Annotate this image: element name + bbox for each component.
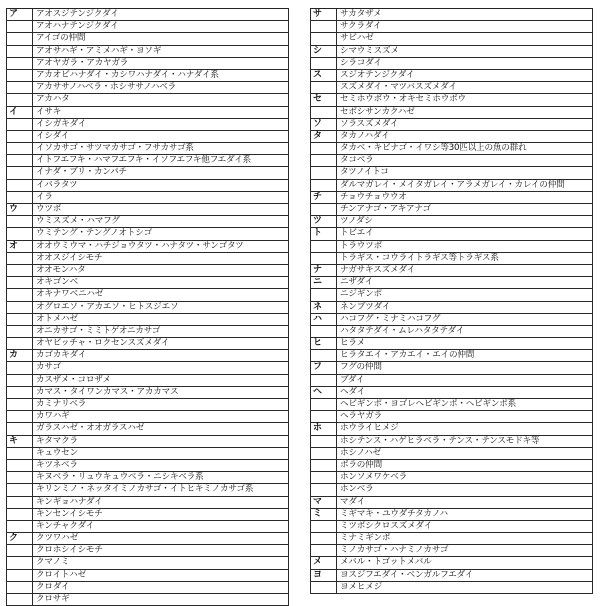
kana-index-cell	[311, 350, 337, 361]
table-row	[310, 21, 593, 33]
fish-name-cell: オオモンハタ	[36, 264, 86, 275]
kana-index-cell	[311, 289, 337, 300]
table-row	[310, 180, 593, 192]
kana-index-cell	[7, 70, 33, 81]
kana-index-cell	[311, 21, 337, 32]
table-row	[6, 58, 289, 70]
table-row	[310, 375, 593, 387]
fish-name-cell: キヌベラ・リュウキュウベラ・ニシキベラ系	[36, 472, 204, 483]
fish-name-cell: カサゴ	[36, 362, 61, 373]
kana-index-cell	[7, 167, 33, 178]
table-row	[310, 70, 593, 82]
kana-index-cell: ホ	[311, 423, 337, 434]
kana-index-cell: ウ	[7, 204, 33, 215]
kana-index-cell: タ	[311, 131, 337, 142]
table-row	[6, 545, 289, 557]
kana-index-cell: ヒ	[311, 338, 337, 349]
table-row	[310, 326, 593, 338]
kana-index-cell	[7, 33, 33, 44]
right-fish-table	[310, 8, 593, 594]
table-row	[310, 350, 593, 362]
table-row	[6, 289, 289, 301]
kana-index-cell	[311, 107, 337, 118]
table-row	[6, 9, 289, 21]
table-row	[310, 423, 593, 435]
kana-index-cell	[7, 509, 33, 520]
kana-index-cell: イ	[7, 107, 33, 118]
fish-name-cell: オオウミウマ・ハチジョウタツ・ハナタツ・サンゴタツ	[36, 240, 244, 251]
kana-index-cell	[7, 582, 33, 593]
kana-index-cell	[7, 411, 33, 422]
fish-name-cell: ミノカサゴ・ハナミノカサゴ	[340, 545, 449, 556]
table-row	[6, 582, 289, 594]
table-row	[6, 277, 289, 289]
fish-name-cell: アオハナテンジクダイ	[36, 21, 119, 32]
kana-index-cell	[7, 570, 33, 581]
kana-index-cell	[311, 253, 337, 264]
kana-index-cell: ア	[7, 9, 33, 20]
fish-name-cell: カスザメ・コロザメ	[36, 374, 111, 385]
kana-index-cell	[311, 533, 337, 544]
table-row	[6, 448, 289, 460]
fish-name-cell: イラ	[36, 191, 53, 202]
fish-name-cell: カワハギ	[36, 411, 70, 422]
table-row	[310, 143, 593, 155]
table-row	[6, 338, 289, 350]
table-row	[310, 82, 593, 94]
fish-name-cell: メバル・トゴットメバル	[340, 557, 432, 568]
fish-name-cell: スジオテンジクダイ	[340, 69, 415, 80]
fish-name-cell: キンセンイシモチ	[36, 508, 103, 519]
fish-name-cell: ウツボ	[36, 204, 62, 214]
kana-index-cell	[7, 399, 33, 410]
kana-index-cell: ソ	[311, 119, 337, 130]
table-row	[6, 302, 289, 314]
fish-name-cell: タツノイトコ	[340, 167, 389, 178]
table-row	[6, 265, 289, 277]
fish-name-cell: チンアナゴ・アキアナゴ	[340, 204, 431, 214]
table-row	[310, 33, 593, 45]
kana-index-cell	[7, 216, 33, 227]
kana-index-cell	[7, 289, 33, 300]
fish-name-cell: オオスジイシモチ	[36, 252, 103, 263]
kana-index-cell: ニ	[311, 277, 337, 288]
kana-index-cell	[311, 375, 337, 386]
table-row	[310, 167, 593, 179]
fish-name-cell: ヒラタエイ・アカエイ・エイの仲間	[340, 350, 475, 361]
fish-name-cell: クロサギ	[36, 594, 70, 604]
kana-index-cell	[311, 460, 337, 471]
fish-name-cell: ホンソメワケベラ	[340, 472, 407, 483]
table-row	[6, 228, 289, 240]
kana-index-cell: シ	[311, 46, 337, 57]
fish-name-cell: オニカサゴ・ミミトゲオニカサゴ	[36, 325, 161, 336]
table-row	[310, 411, 593, 423]
kana-index-cell	[7, 545, 33, 556]
kana-index-cell	[7, 387, 33, 398]
kana-index-cell: マ	[311, 497, 337, 508]
kana-index-cell	[311, 484, 337, 495]
fish-name-cell: オキナワベニハゼ	[36, 289, 104, 300]
kana-index-cell	[7, 253, 33, 264]
fish-name-cell: ミナミギンポ	[340, 533, 391, 544]
table-row	[6, 180, 289, 192]
kana-index-cell: ネ	[311, 302, 337, 313]
fish-name-cell: ホウライヒメジ	[340, 423, 399, 434]
table-row	[310, 399, 593, 411]
table-row	[6, 33, 289, 45]
fish-name-cell: オヤビッチャ・ロクセンスズメダイ	[36, 338, 170, 349]
table-row	[6, 204, 289, 216]
kana-index-cell: ヘ	[311, 387, 337, 398]
table-row	[6, 350, 289, 362]
kana-index-cell	[311, 411, 337, 422]
table-row	[310, 228, 593, 240]
fish-name-cell: チョウチョウウオ	[340, 191, 407, 202]
kana-index-cell: ヨ	[311, 570, 337, 581]
fish-name-cell: カミナリベラ	[36, 399, 87, 409]
kana-index-cell	[311, 545, 337, 556]
fish-name-cell: ニザダイ	[340, 277, 373, 288]
fish-name-cell: トビエイ	[340, 228, 374, 239]
fish-name-cell: タコベラ	[340, 155, 374, 166]
fish-name-cell: アカオビハナダイ・カシワハナダイ・ハナダイ系	[36, 69, 219, 80]
left-fish-table	[6, 8, 289, 606]
table-row	[6, 375, 289, 387]
table-row	[310, 277, 593, 289]
fish-name-cell: ヘビギンポ・ヨゴレヘビギンポ・ヘビギンポ系	[340, 399, 517, 409]
kana-index-cell	[311, 472, 337, 483]
table-row	[6, 131, 289, 143]
table-row	[6, 107, 289, 119]
table-row	[310, 509, 593, 521]
table-row	[310, 497, 593, 509]
table-row	[6, 509, 289, 521]
fish-name-cell: スズメダイ・マツバスズメダイ	[340, 82, 457, 93]
kana-index-cell	[7, 497, 33, 508]
table-row	[6, 423, 289, 435]
kana-index-cell	[311, 448, 337, 459]
table-row	[6, 192, 289, 204]
table-row	[310, 192, 593, 204]
kana-index-cell	[311, 155, 337, 166]
table-row	[6, 533, 289, 545]
table-row	[310, 460, 593, 472]
fish-name-cell: イトフエフキ・ハマフエフキ・イソフエフキ他フエダイ系	[36, 155, 252, 166]
kana-index-cell	[311, 82, 337, 93]
fish-name-cell: セミホウボウ・オキセミホウボウ	[340, 94, 466, 105]
fish-name-cell: アイゴの仲間	[36, 33, 86, 44]
fish-name-cell: セボシサンカクハゼ	[340, 106, 415, 117]
table-row	[310, 570, 593, 582]
fish-name-cell: シマウミスズメ	[340, 45, 399, 56]
fish-name-cell: ヨスジフエダイ・ベンガルフエダイ	[340, 569, 474, 580]
kana-index-cell	[7, 192, 33, 203]
fish-name-cell: キュウセン	[36, 447, 78, 458]
fish-name-cell: ヘダイ	[340, 386, 366, 397]
table-row	[6, 82, 289, 94]
table-row	[6, 570, 289, 582]
fish-name-cell: ヨメヒメジ	[340, 581, 382, 592]
table-row	[310, 557, 593, 569]
fish-name-cell: ヘラヤガラ	[340, 411, 382, 422]
kana-index-cell	[7, 314, 33, 325]
fish-name-cell: クマノミ	[36, 557, 70, 568]
fish-name-cell: アカハタ	[36, 94, 70, 105]
kana-index-cell	[311, 143, 337, 154]
kana-index-cell	[7, 21, 33, 32]
table-row	[310, 533, 593, 545]
table-row	[310, 107, 593, 119]
table-row	[310, 119, 593, 131]
table-row	[310, 46, 593, 58]
kana-index-cell: セ	[311, 94, 337, 105]
kana-index-cell	[311, 582, 337, 593]
kana-index-cell	[7, 131, 33, 142]
kana-index-cell	[7, 228, 33, 239]
fish-name-cell: イサキ	[36, 106, 62, 117]
kana-index-cell	[7, 180, 33, 191]
table-row	[6, 119, 289, 131]
kana-index-cell	[7, 143, 33, 154]
table-row	[310, 216, 593, 228]
table-row	[6, 362, 289, 374]
kana-index-cell: フ	[311, 362, 337, 373]
table-row	[310, 94, 593, 106]
table-row	[6, 143, 289, 155]
fish-name-cell: イナダ・ブリ・カンパチ	[36, 167, 127, 178]
fish-name-cell: ハコフグ・ミナミハコフグ	[340, 313, 441, 324]
kana-index-cell	[311, 58, 337, 69]
table-row	[6, 594, 289, 606]
table-row	[6, 436, 289, 448]
kana-index-cell	[311, 33, 337, 44]
kana-index-cell: ト	[311, 228, 337, 239]
fish-name-cell: シラコダイ	[340, 57, 382, 68]
table-row	[6, 94, 289, 106]
table-row	[6, 314, 289, 326]
kana-index-cell	[7, 155, 33, 166]
kana-index-cell	[7, 94, 33, 105]
kana-index-cell	[7, 423, 33, 434]
table-row	[310, 448, 593, 460]
fish-name-cell: ネンブツダイ	[340, 301, 391, 312]
table-row	[310, 362, 593, 374]
kana-index-cell	[7, 460, 33, 471]
table-row	[310, 9, 593, 21]
table-row	[6, 472, 289, 484]
table-row	[6, 557, 289, 569]
fish-name-cell: キリンミノ・ネッタイミノカサゴ・イトヒキミノカサゴ系	[36, 484, 254, 495]
fish-name-cell: トラウツボ	[340, 240, 382, 251]
fish-name-cell: オグロエソ・アカエソ・ヒトスジエソ	[36, 301, 179, 312]
fish-name-cell: ブダイ	[340, 374, 365, 385]
kana-index-cell: ク	[7, 533, 33, 544]
fish-name-cell: タカベ・キビナゴ・イワシ等30匹以上の魚の群れ	[340, 143, 527, 154]
table-row	[310, 253, 593, 265]
fish-name-cell: ミツボシクロスズメダイ	[340, 520, 432, 531]
table-row	[6, 21, 289, 33]
fish-name-cell: アオヤガラ・アカヤガラ	[36, 57, 129, 68]
table-row	[310, 472, 593, 484]
kana-index-cell	[311, 167, 337, 178]
kana-index-cell	[7, 277, 33, 288]
fish-name-cell: クロダイ	[36, 581, 70, 592]
kana-index-cell: チ	[311, 192, 337, 203]
kana-index-cell	[311, 241, 337, 252]
table-row	[6, 326, 289, 338]
table-row	[310, 436, 593, 448]
kana-index-cell	[7, 326, 33, 337]
table-row	[6, 46, 289, 58]
table-row	[310, 338, 593, 350]
kana-index-cell	[7, 58, 33, 69]
kana-index-cell	[7, 302, 33, 313]
kana-index-cell	[7, 472, 33, 483]
fish-name-cell: ダルマガレイ・メイタガレイ・アラメガレイ・カレイの仲間	[340, 179, 565, 190]
table-row	[310, 484, 593, 496]
table-row	[6, 521, 289, 533]
kana-index-cell	[7, 557, 33, 568]
kana-index-cell	[7, 119, 33, 130]
table-row	[6, 484, 289, 496]
kana-index-cell: ス	[311, 70, 337, 81]
table-row	[6, 167, 289, 179]
fish-name-cell: フグの仲間	[340, 362, 382, 373]
fish-name-cell: キタマクラ	[36, 435, 78, 446]
fish-name-cell: イシガキダイ	[36, 118, 87, 129]
fish-name-cell: カマス・タイワンカマス・アカカマス	[36, 386, 179, 397]
fish-name-cell: イソカサゴ・サツマカサゴ・フサカサゴ系	[36, 143, 194, 154]
fish-name-cell: クロイトハゼ	[36, 569, 86, 580]
fish-name-cell: ホンベラ	[340, 484, 374, 495]
kana-index-cell	[311, 180, 337, 191]
kana-index-cell: オ	[7, 241, 33, 252]
table-row	[6, 411, 289, 423]
table-row	[6, 387, 289, 399]
kana-index-cell	[7, 375, 33, 386]
kana-index-cell	[7, 82, 33, 93]
fish-name-cell: アカササノハベラ・ホシササノハベラ	[36, 82, 177, 93]
fish-name-cell: キツネベラ	[36, 459, 78, 470]
kana-index-cell	[7, 362, 33, 373]
fish-name-cell: ボラの仲間	[340, 459, 382, 470]
table-row	[310, 302, 593, 314]
fish-name-cell: ミギマキ・ユウダチタカノハ	[340, 508, 448, 519]
kana-index-cell: ミ	[311, 509, 337, 520]
table-row	[6, 241, 289, 253]
fish-name-cell: アオサハギ・アミメハギ・ヨソギ	[36, 45, 162, 56]
table-row	[6, 155, 289, 167]
table-row	[310, 545, 593, 557]
fish-name-cell: ホシノハゼ	[340, 447, 381, 458]
fish-name-cell: サカタザメ	[340, 9, 382, 19]
table-row	[310, 58, 593, 70]
fish-name-cell: ソラスズメダイ	[340, 118, 399, 129]
fish-name-cell: キンチャクダイ	[36, 520, 95, 531]
fish-name-cell: サビハゼ	[340, 33, 374, 44]
kana-index-cell	[7, 265, 33, 276]
table-row	[310, 289, 593, 301]
table-row	[6, 70, 289, 82]
table-row	[310, 314, 593, 326]
fish-name-cell: タカノハダイ	[340, 130, 390, 141]
table-row	[6, 460, 289, 472]
fish-name-cell: ホシテンス・ハゲヒラベラ・テンス・テンスモドキ等	[340, 435, 540, 446]
kana-index-cell: ツ	[311, 216, 337, 227]
fish-name-cell: ガラスハゼ・オオガラスハゼ	[36, 423, 145, 434]
table-row	[310, 265, 593, 277]
table-row	[310, 241, 593, 253]
fish-name-cell: ウミテング・テングノオトシゴ	[36, 228, 153, 239]
kana-index-cell	[311, 204, 337, 215]
fish-name-cell: クロホシイシモチ	[36, 545, 103, 556]
table-row	[310, 582, 593, 594]
kana-index-cell	[311, 521, 337, 532]
kana-index-cell: ナ	[311, 265, 337, 276]
fish-name-cell: ナガサキスズメダイ	[340, 264, 416, 275]
fish-name-cell: カゴカキダイ	[36, 350, 87, 361]
fish-name-cell: ハタタテダイ・ムレハタタテダイ	[340, 325, 465, 336]
kana-index-cell: ハ	[311, 314, 337, 325]
kana-index-cell	[7, 338, 33, 349]
fish-name-cell: イシダイ	[36, 130, 70, 141]
table-row	[310, 204, 593, 216]
table-row	[310, 521, 593, 533]
fish-name-cell: オトメハゼ	[36, 313, 78, 324]
kana-index-cell: キ	[7, 436, 33, 447]
table-row	[6, 216, 289, 228]
table-row	[310, 155, 593, 167]
table-row	[310, 131, 593, 143]
kana-index-cell	[7, 448, 33, 459]
kana-index-cell	[7, 484, 33, 495]
fish-name-cell: マダイ	[340, 496, 366, 507]
kana-index-cell: カ	[7, 350, 33, 361]
fish-name-cell: オキゴンベ	[36, 277, 78, 288]
fish-name-cell: ヒラメ	[340, 338, 365, 349]
kana-index-cell	[311, 436, 337, 447]
kana-index-cell	[7, 46, 33, 57]
fish-name-cell: トラギス・コウライトラギス等トラギス系	[340, 252, 499, 263]
table-row	[6, 253, 289, 265]
kana-index-cell	[7, 521, 33, 532]
kana-index-cell: メ	[311, 557, 337, 568]
kana-index-cell	[311, 326, 337, 337]
table-row	[6, 399, 289, 411]
fish-name-cell: ツノダシ	[340, 216, 373, 227]
fish-name-cell: ウミスズメ・ハマフグ	[36, 216, 120, 227]
table-row	[310, 387, 593, 399]
table-row	[6, 497, 289, 509]
fish-name-cell: サクラダイ	[340, 21, 382, 32]
fish-name-cell: ニジギンポ	[340, 289, 382, 300]
fish-name-cell: イバラタツ	[36, 179, 78, 190]
fish-name-cell: キンギョハナダイ	[36, 496, 103, 507]
fish-name-cell: クツワハゼ	[36, 533, 78, 544]
kana-index-cell	[311, 399, 337, 410]
kana-index-cell: サ	[311, 9, 337, 20]
fish-name-cell: アオスジテンジクダイ	[36, 9, 119, 19]
